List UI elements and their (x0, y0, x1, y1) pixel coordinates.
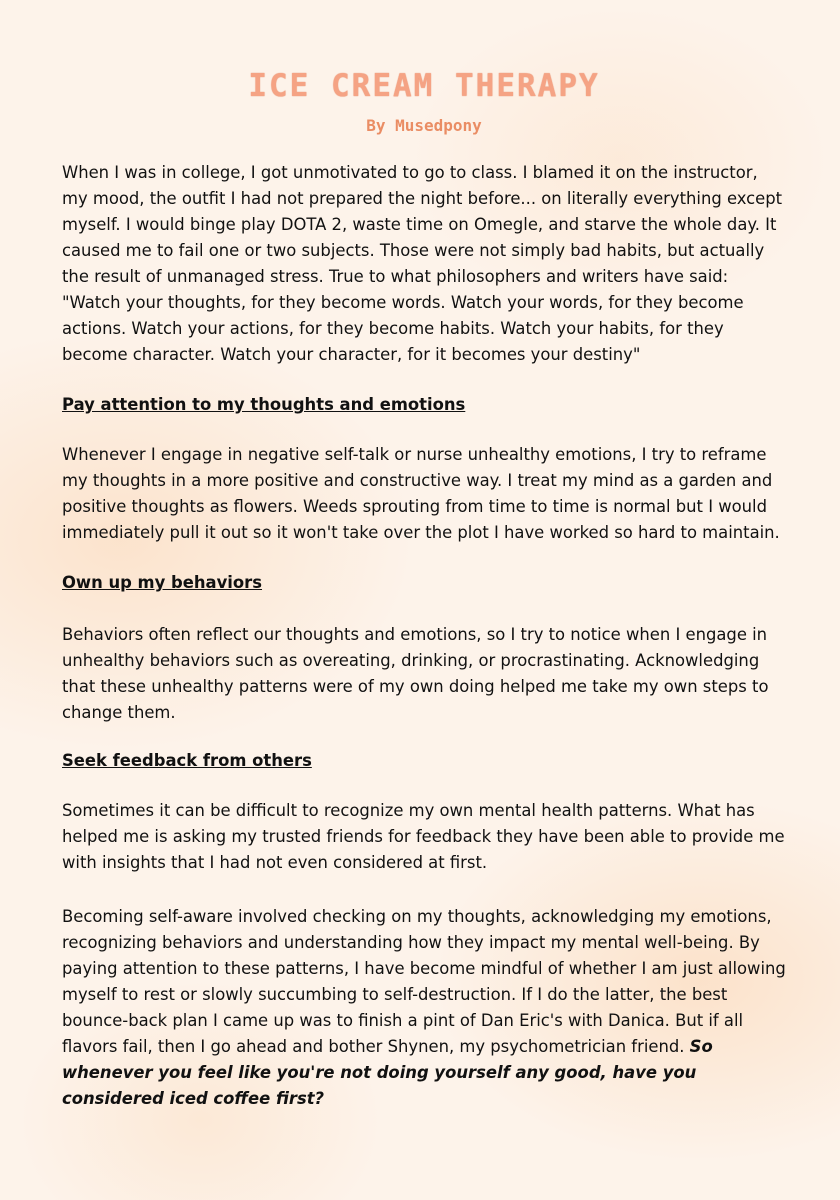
section-heading-behaviors: Own up my behaviors (62, 573, 263, 592)
article-title: ICE CREAM THERAPY (248, 68, 600, 104)
section-body-behaviors: Behaviors often reflect our thoughts and emotions, so I try to notice when I engage in unhealthy behaviors such as overeating, drinking, or procrastinating. Acknowledging that these unhealthy patterns were of my own doing helped me take my own steps to change them. (62, 625, 769, 722)
article-byline: By Musedpony (366, 116, 482, 135)
section-body-thoughts: Whenever I engage in negative self-talk or nurse unhealthy emotions, I try to reframe my thoughts in a more positive and constructive way. I treat my mind as a garden and positive thoughts as flowers. Weeds sprouting from time to time is normal but I would immediately pull it out so it won't take over the plot I have worked so hard to maintain. (62, 445, 780, 542)
section-heading-thoughts: Pay attention to my thoughts and emotions (62, 395, 466, 414)
section-heading-feedback: Seek feedback from others (62, 751, 312, 770)
closing-emphasis: So whenever you feel like you're not doing yourself any good, have you considered iced coffee first? (62, 1037, 713, 1108)
conclusion-text: Becoming self-aware involved checking on my thoughts, acknowledging my emotions, recognizing behaviors and understanding how they impact my mental well-being. By paying attention to these patterns, I have become mindful of whether I am just allowing myself to rest or slowly succumbing to self-destruction. If I do the latter, the best bounce-back plan I came up was to finish a pint of Dan Eric's with Danica. But if all flavors fail, then I go ahead and bother Shynen, my psychometrician friend. (62, 907, 786, 1056)
intro-paragraph: When I was in college, I got unmotivated to go to class. I blamed it on the instructor, my mood, the outfit I had not prepared the night before... on literally everything except myself. I would binge play DOTA 2, waste time on Omegle, and starve the whole day. It caused me to fail one or two subjects. Those were not simply bad habits, but actually the result of unmanaged stress. True to what philosophers and writers have said: "Watch your thoughts, for they become words. Watch your words, for they become actions. Watch your actions, for they become habits. Watch your habits, for they become character. Watch your character, for it becomes your destiny" (62, 163, 783, 364)
conclusion-paragraph (62, 904, 786, 1112)
section-body-feedback: Sometimes it can be difficult to recognize my own mental health patterns. What has helped me is asking my trusted friends for feedback they have been able to provide me with insights that I had not even considered at first. (62, 801, 785, 872)
